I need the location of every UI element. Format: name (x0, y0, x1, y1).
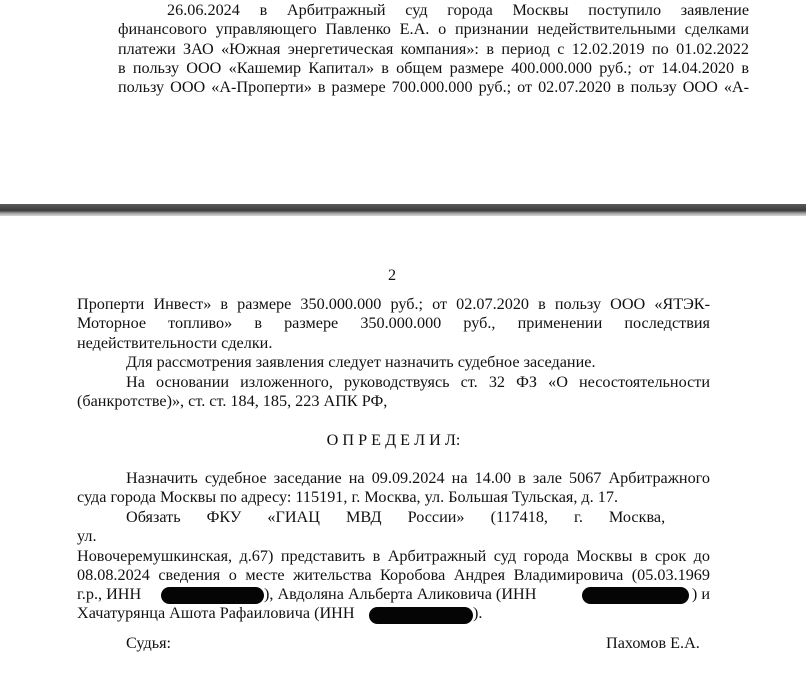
oblige-text: Хачатурянца Ашота Рафаиловича (ИНН (77, 604, 355, 623)
oblige-text: ) и (691, 585, 710, 604)
page1-line: пользу ООО «А-Проперти» в размере 700.000.000 руб.; от 02.07.2020 в пользу ООО «А- (118, 78, 749, 97)
page1-line: платежи ЗАО «Южная энергетическая компания»: в период с 12.02.2019 по 01.02.2022 (118, 39, 749, 58)
schedule-line: Назначить судебное заседание на 09.09.2024 на 14.00 в зале 5067 Арбитражного (126, 469, 710, 487)
page1-paragraph (118, 1, 749, 97)
oblige-text: ). (473, 604, 483, 623)
ruling-heading: О П Р Е Д Е Л И Л: (326, 431, 461, 449)
oblige-text: ), Авдоляна Альберта Аликовича (ИНН (264, 585, 537, 604)
continuation-line: недействительности сделки. (77, 333, 273, 352)
page1-line: финансового управляющего Павленко Е.А. о признании недействительными сделками (118, 20, 749, 39)
schedule-paragraph (77, 469, 710, 508)
hearing-needed-text: Для рассмотрения заявления следует назначить судебное заседание. (126, 353, 596, 371)
redacted-inn (369, 607, 473, 624)
oblige-line: Обязать ФКУ «ГИАЦ МВД России» (117418, г. Москва, ул. (77, 508, 666, 546)
page-separator (0, 204, 806, 216)
judge-label: Судья: (126, 634, 172, 652)
continuation-paragraph (77, 295, 710, 353)
oblige-line: 08.08.2024 сведения о месте жительства Коробова Андрея Владимировича (05.03.1969 (77, 565, 710, 584)
oblige-paragraph (77, 508, 710, 624)
redacted-inn (161, 587, 264, 604)
continuation-line: Проперти Инвест» в размере 350.000.000 руб.; от 02.07.2020 в пользу ООО «ЯТЭК- (77, 295, 710, 313)
oblige-line (77, 585, 710, 604)
oblige-line: Новочеремушкинская, д.67) представить в Арбитражный суд города Москвы в срок до (77, 546, 710, 565)
basis-paragraph (77, 373, 710, 412)
oblige-line (77, 604, 710, 623)
judge-name: Пахомов Е.А. (606, 634, 700, 652)
schedule-line: суда города Москвы по адресу: 115191, г. Москва, ул. Большая Тульская, д. 17. (77, 488, 618, 507)
basis-line: На основании изложенного, руководствуясь ст. 32 ФЗ «О несостоятельности (126, 373, 710, 391)
page1-line: в пользу ООО «Кашемир Капитал» в общем размере 400.000.000 руб.; от 14.04.2020 в (118, 58, 749, 77)
oblige-text: г.р., ИНН (77, 585, 142, 604)
continuation-line: Моторное топливо» в размере 350.000.000 руб., применении последствия (77, 314, 710, 333)
basis-line: (банкротстве)», ст. ст. 184, 185, 223 АПК РФ, (77, 392, 388, 411)
page-number: 2 (387, 266, 397, 284)
redacted-inn (582, 587, 689, 604)
page1-line: 26.06.2024 в Арбитражный суд города Москвы поступило заявление (167, 1, 749, 19)
